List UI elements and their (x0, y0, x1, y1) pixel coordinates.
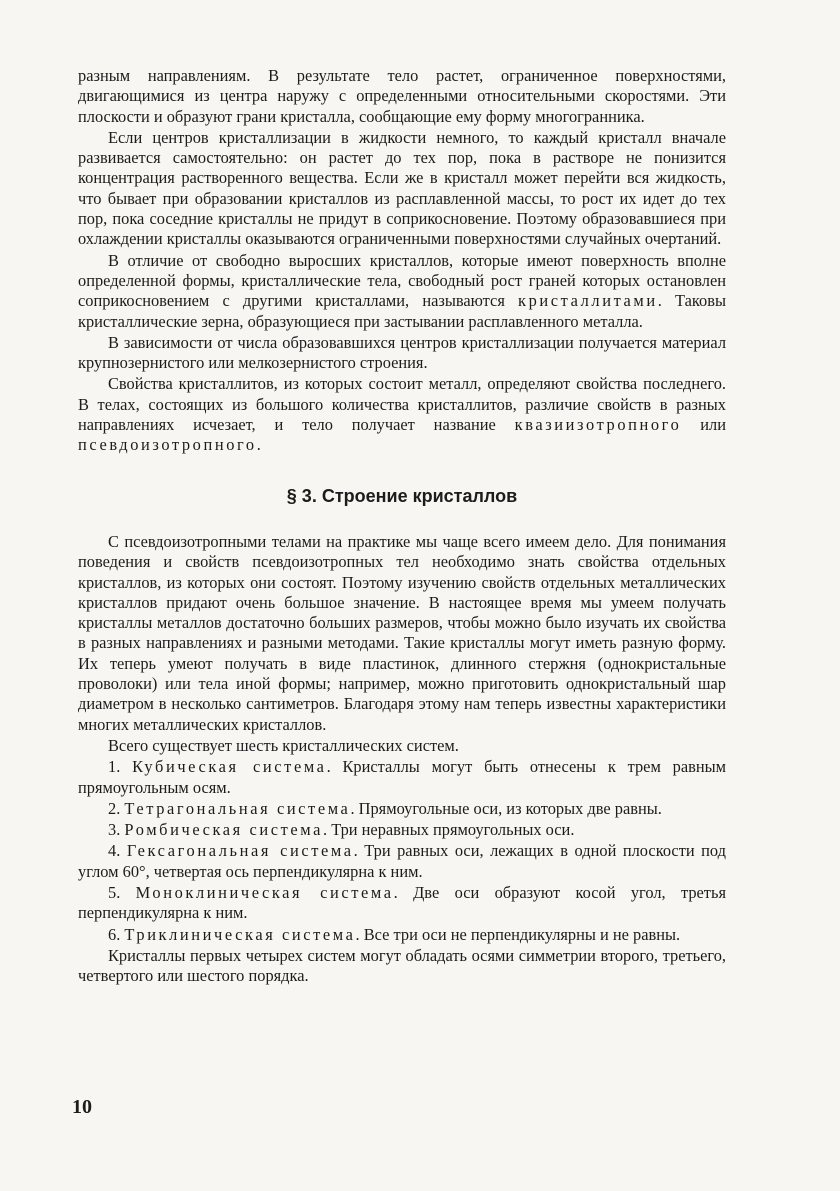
list-item (78, 841, 726, 882)
section-heading: § 3. Строение кристаллов (286, 485, 518, 506)
list-item (78, 820, 726, 840)
system-name: Триклиническая система (124, 924, 356, 944)
page-number: 10 (72, 1096, 92, 1118)
system-description: . Три неравных прямоугольных оси. (323, 820, 575, 840)
system-name: Кубическая система (132, 757, 327, 777)
system-description: . Три равных оси, лежащих в одной плоскости под углом 60°, четвертая ось перпендикулярна к ним. (78, 841, 726, 881)
list-item (78, 799, 726, 819)
paragraph: Кристаллы первых четырех систем могут обладать осями симметрии второго, третьего, четвертого или шестого порядка. (78, 945, 726, 986)
paragraph: В зависимости от числа образовавшихся центров кристаллизации получается материал крупнозернистого или мелкозернистого строения. (78, 332, 726, 373)
text-run: . Таковы кристаллические зерна, образующиеся при застывании расплавленного металла. (78, 291, 726, 331)
system-name: Моноклиническая система (135, 882, 394, 902)
emphasized-term: псевдоизотропного (78, 435, 257, 455)
system-description: . Кристаллы могут быть отнесены к трем равным прямоугольным осям. (78, 757, 726, 797)
list-number: 6. (108, 924, 121, 944)
system-description: . Прямоугольные оси, из которых две равны. (350, 798, 662, 818)
text-run: В отличие от свободно выросших кристаллов, которые имеют поверхность вполне определенной формы, кристаллические тела, свободный рост граней которых остановлен соприкосновением с другими кристаллами, называются (78, 250, 726, 311)
system-name: Тетрагональная система (124, 798, 351, 818)
paragraph: С псевдоизотропными телами на практике мы чаще всего имеем дело. Для понимания поведения и свойств псевдоизотропных тел необходимо знать свойства отдельных кристаллов, из которых они состоят. Поэтому изучению свойств отдельных металлических кристаллов придают очень большое значение. В настоящее время мы умеем получать кристаллы металлов достаточно больших размеров, чтобы можно было изучать их свойства в разных направлениях и разными методами. Такие кристаллы могут иметь разную форму. Их теперь умеют получать в виде пластинок, длинного стержня (однокристальные проволоки) или тела иной формы; например, можно приготовить однокристальный шар диаметром в несколько сантиметров. Благодаря этому нам теперь известны характеристики многих металлических кристаллов. (78, 531, 726, 734)
system-description: . Две оси образуют косой угол, третья перпендикулярна к ним. (78, 882, 726, 923)
list-number: 5. (108, 882, 121, 902)
list-number: 3. (108, 820, 121, 840)
emphasized-term: квазиизотропного (514, 415, 682, 435)
list-item (78, 883, 726, 924)
page-text (78, 66, 726, 986)
text-run: . (256, 435, 261, 455)
system-description: . Все три оси не перпендикулярны и не равны. (355, 924, 681, 944)
list-item (78, 757, 726, 798)
emphasized-term: кристаллитами (518, 291, 658, 311)
system-name: Гексагональная система (126, 841, 354, 861)
paragraph (78, 251, 726, 332)
list-item (78, 925, 726, 945)
text-run: Свойства кристаллитов, из которых состоит металл, определяют свойства последнего. В телах, состоящих из большого количества кристаллитов, различие свойств в разных направлениях исчезает, и тело получает название (78, 374, 726, 435)
paragraph: разным направлениям. В результате тело растет, ограниченное поверхностями, двигающимися из центра наружу с определенными относительными скоростями. Эти плоскости и образуют грани кристалла, сообщающие ему форму многогранника. (78, 66, 726, 126)
paragraph (78, 374, 726, 455)
system-name: Ромбическая система (124, 820, 324, 840)
paragraph: Всего существует шесть кристаллических систем. (108, 735, 459, 755)
list-number: 2. (108, 798, 121, 818)
list-number: 4. (108, 841, 121, 861)
text-run: или (700, 415, 726, 435)
list-number: 1. (108, 757, 121, 777)
paragraph: Если центров кристаллизации в жидкости немного, то каждый кристалл вначале развивается самостоятельно: он растет до тех пор, пока в растворе не понизится концентрация растворенного вещества. Если же в кристалл может перейти вся жидкость, что бывает при образовании кристаллов из расплавленной массы, то рост их идет до тех пор, пока соседние кристаллы не придут в соприкосновение. Поэтому образовавшиеся при охлаждении кристаллы оказываются ограниченными поверхностями случайных очертаний. (78, 127, 726, 249)
